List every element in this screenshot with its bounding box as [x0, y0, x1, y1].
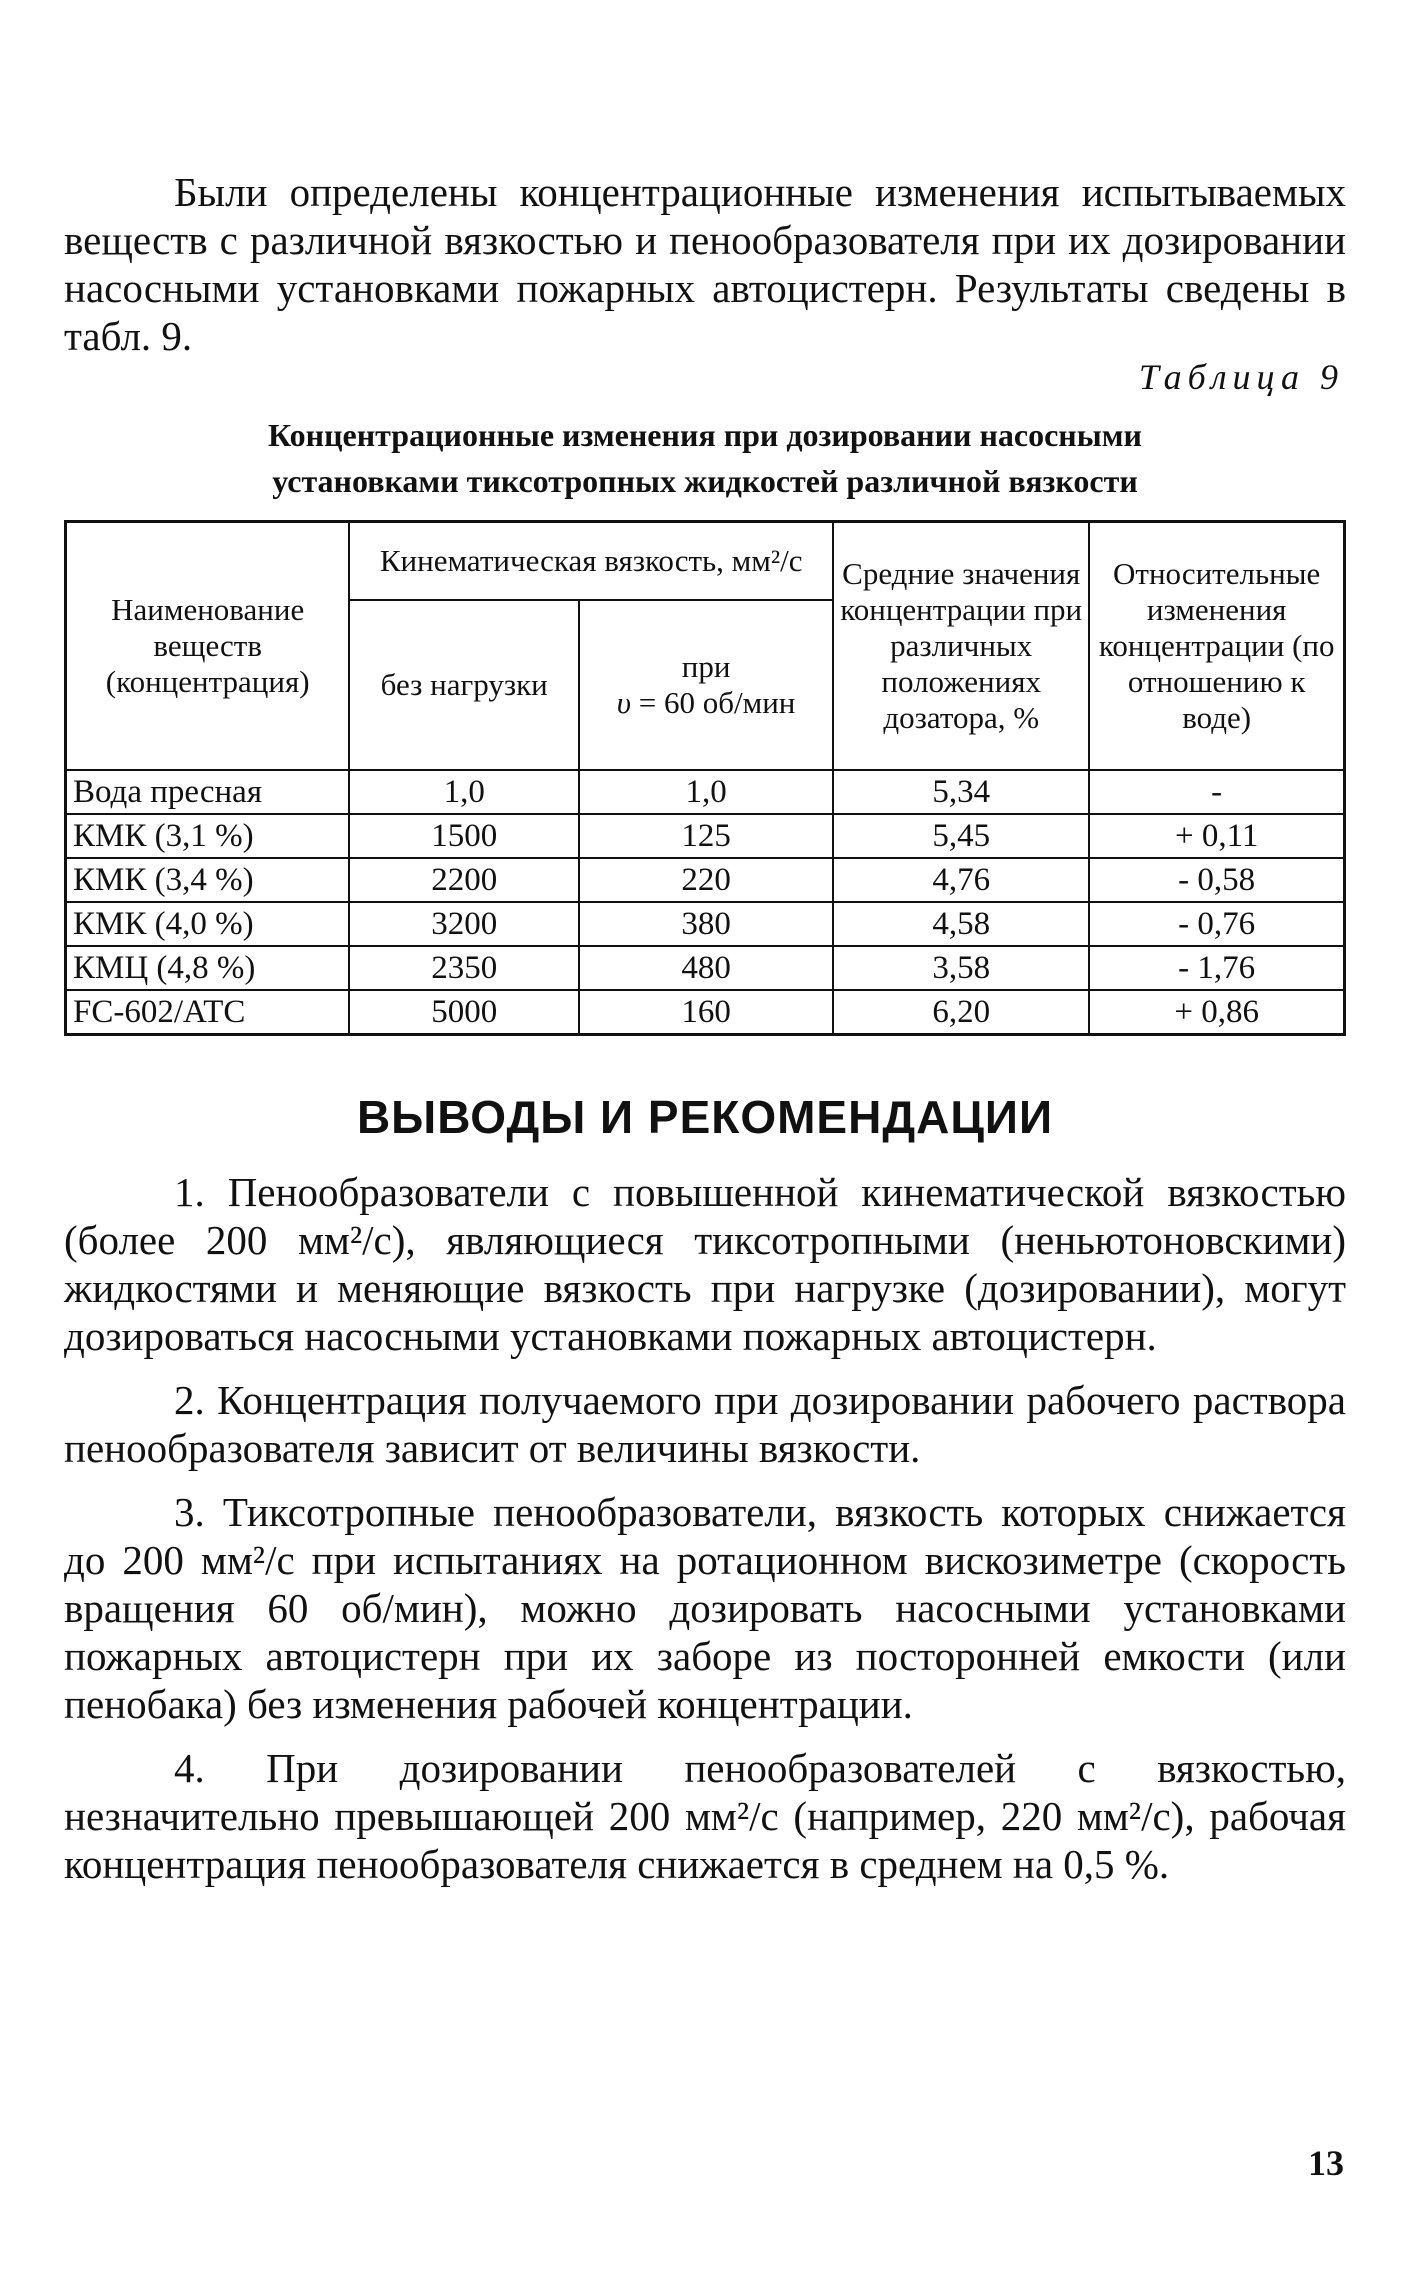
- table-row: [66, 814, 1345, 858]
- conclusions-list: [64, 1168, 1346, 1904]
- cell-no-load: 2350: [349, 946, 579, 990]
- table-row: [66, 990, 1345, 1035]
- cell-loaded: 380: [579, 902, 833, 946]
- conclusion-item: 1. Пенообразователи с повышенной кинематической вязкостью (более 200 мм²/с), являющиеся тиксотропными (неньютоновскими) жидкостями и меняющие вязкость при нагрузке (дозировании), могут дозироваться насосными установками пожарных автоцистерн.: [64, 1169, 1346, 1359]
- cell-relative: + 0,86: [1089, 990, 1344, 1035]
- section-title: ВЫВОДЫ И РЕКОМЕНДАЦИИ: [356, 1091, 1054, 1143]
- cell-loaded: 125: [579, 814, 833, 858]
- cell-name: КМК (3,4 %): [66, 858, 350, 902]
- header-loaded-symbol: υ: [616, 685, 631, 720]
- table-title-line: установками тиксотропных жидкостей различной вязкости: [272, 463, 1138, 499]
- cell-relative: - 1,76: [1089, 946, 1344, 990]
- cell-name: КМК (3,1 %): [66, 814, 350, 858]
- cell-no-load: 2200: [349, 858, 579, 902]
- table-row: [66, 902, 1345, 946]
- table-row: [66, 770, 1345, 814]
- cell-avg: 6,20: [833, 990, 1089, 1035]
- conclusion-item: 3. Тиксотропные пенообразователи, вязкость которых снижается до 200 мм²/с при испытаниях на ротационном вискозиметре (скорость вращения 60 об/мин), можно дозировать насосными установками пожарных автоцистерн при их заборе из посторонней емкости (или пенобака) без изменения рабочей концентрации.: [64, 1489, 1346, 1727]
- cell-name: Вода пресная: [66, 770, 350, 814]
- header-viscosity: Кинематическая вязкость, мм²/с: [349, 522, 833, 601]
- cell-name: КМЦ (4,8 %): [66, 946, 350, 990]
- cell-avg: 4,76: [833, 858, 1089, 902]
- table-row: [66, 858, 1345, 902]
- header-loaded: [579, 600, 833, 770]
- cell-no-load: 5000: [349, 990, 579, 1035]
- conclusion-item: 2. Концентрация получаемого при дозировании рабочего раствора пенообразователя зависит от величины вязкости.: [64, 1377, 1346, 1471]
- cell-avg: 5,34: [833, 770, 1089, 814]
- header-relative-change: Относительные изменения концентрации (по отношению к воде): [1089, 522, 1344, 771]
- header-loaded-suffix: = 60 об/мин: [638, 685, 796, 720]
- cell-avg: 4,58: [833, 902, 1089, 946]
- cell-loaded: 1,0: [579, 770, 833, 814]
- cell-no-load: 1,0: [349, 770, 579, 814]
- table-label: Таблица 9: [1138, 357, 1344, 397]
- table-body: [66, 770, 1345, 1035]
- cell-name: FC-602/ATC: [66, 990, 350, 1035]
- table-row: [66, 946, 1345, 990]
- data-table: [64, 520, 1346, 1036]
- cell-name: КМК (4,0 %): [66, 902, 350, 946]
- cell-avg: 3,58: [833, 946, 1089, 990]
- page-number: 13: [1308, 2143, 1344, 2183]
- cell-relative: - 0,58: [1089, 858, 1344, 902]
- document-page: [64, 0, 1346, 2269]
- intro-paragraph: Были определены концентрационные изменения испытываемых веществ с различной вязкостью и пенообразователя при их дозировании насосными установками пожарных автоцистерн. Результаты сведены в табл. 9.: [64, 169, 1346, 359]
- header-name: Наименование веществ (концентрация): [66, 522, 350, 771]
- conclusion-item: 4. При дозировании пенообразователей с вязкостью, незначительно превышающей 200 мм²/с (например, 220 мм²/с), рабочая концентрация пенообразователя снижается в среднем на 0,5 %.: [64, 1745, 1346, 1887]
- header-loaded-prefix: при: [681, 649, 731, 684]
- cell-relative: + 0,11: [1089, 814, 1344, 858]
- cell-relative: -: [1089, 770, 1344, 814]
- cell-loaded: 220: [579, 858, 833, 902]
- cell-avg: 5,45: [833, 814, 1089, 858]
- cell-relative: - 0,76: [1089, 902, 1344, 946]
- cell-no-load: 3200: [349, 902, 579, 946]
- cell-loaded: 480: [579, 946, 833, 990]
- cell-loaded: 160: [579, 990, 833, 1035]
- header-no-load: без нагрузки: [349, 600, 579, 770]
- table-title: [64, 412, 1346, 504]
- cell-no-load: 1500: [349, 814, 579, 858]
- header-avg-concentration: Средние значения концентрации при различных положениях дозатора, %: [833, 522, 1089, 771]
- table-header-row: [66, 522, 1345, 601]
- table-title-line: Концентрационные изменения при дозировании насосными: [268, 417, 1142, 453]
